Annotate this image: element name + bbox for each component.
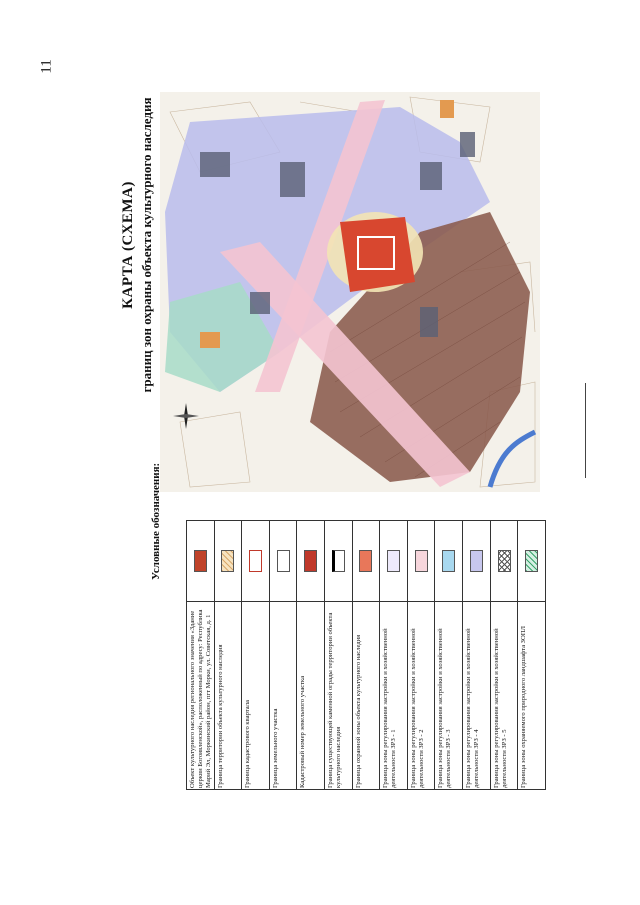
- legend-swatch-cell: [353, 521, 380, 602]
- legend-heading: Условные обозначения:: [150, 462, 162, 580]
- legend-label: Граница зоны регулирования застройки и хозяйственной деятельности ЗРЗ - 3: [437, 628, 453, 788]
- legend-text-cell: [325, 602, 352, 789]
- legend-row-heritage-territory: [215, 521, 243, 789]
- legend-row-zrz-3: [435, 521, 463, 789]
- legend-text-cell: [518, 602, 545, 789]
- legend-swatch-cell: [215, 521, 242, 602]
- legend-text-cell: [463, 602, 490, 789]
- legend-row-cadastral-block: [242, 521, 270, 789]
- legend-swatch-zrz-4: [470, 550, 483, 572]
- legend-swatch-heritage-object: [194, 550, 207, 572]
- signature-line: [585, 383, 586, 478]
- legend-label: Граница зоны охраняемого природного ландшафта ЗОПЛ: [520, 626, 528, 788]
- legend-swatch-zrz-1: [387, 550, 400, 572]
- legend-text-cell: [187, 602, 214, 789]
- legend-label: Граница зоны регулирования застройки и хозяйственной деятельности ЗРЗ - 5: [492, 628, 508, 788]
- legend-text-cell: [491, 602, 518, 789]
- legend-swatch-cadastral-block: [249, 550, 262, 572]
- legend-swatch-cell: [325, 521, 352, 602]
- legend-swatch-zrz-3: [442, 550, 455, 572]
- legend-row-heritage-object: [187, 521, 215, 789]
- legend-swatch-cell: [408, 521, 435, 602]
- legend-swatch-land-plot: [277, 550, 290, 572]
- legend-row-land-plot: [270, 521, 298, 789]
- legend-swatch-cell: [518, 521, 545, 602]
- legend-swatch-cell: [380, 521, 407, 602]
- legend-swatch-cell: [187, 521, 214, 602]
- legend-label: Граница кадастрового квартала: [244, 700, 252, 788]
- map-title: КАРТА (СХЕМА): [120, 181, 136, 309]
- zones-map: [160, 92, 540, 492]
- legend-table: [186, 520, 546, 790]
- legend-label: Граница земельного участка: [271, 708, 279, 788]
- legend-row-zrz-1: [380, 521, 408, 789]
- legend-label: Граница зоны регулирования застройки и хозяйственной деятельности ЗРЗ - 2: [409, 628, 425, 788]
- legend-row-cadastral-number: [297, 521, 325, 789]
- legend-row-stone-fence: [325, 521, 353, 789]
- legend-label: Граница зоны регулирования застройки и хозяйственной деятельности ЗРЗ - 1: [382, 628, 398, 788]
- legend-text-cell: [435, 602, 462, 789]
- legend-row-zrz-2: [408, 521, 436, 789]
- legend-row-zopl: [518, 521, 545, 789]
- legend-text-cell: [297, 602, 324, 789]
- legend-row-zrz-5: [491, 521, 519, 789]
- legend-swatch-cell: [242, 521, 269, 602]
- legend-swatch-cell: [463, 521, 490, 602]
- legend-swatch-cell: [297, 521, 324, 602]
- legend-label: Объект культурного наследия регионального значения «Здание церкви Богоявленской», расположенный по адресу: Республика Марий Эл, Моркинский район, пгт Морки, ул. Советская, д. 1: [189, 609, 212, 788]
- legend-swatch-cell: [491, 521, 518, 602]
- legend-swatch-protection-zone: [359, 550, 372, 572]
- legend-swatch-stone-fence: [332, 550, 345, 572]
- zones-map-drawing: [160, 92, 540, 492]
- legend-row-protection-zone: [353, 521, 381, 789]
- legend-label: Граница зоны регулирования застройки и хозяйственной деятельности ЗРЗ - 4: [465, 628, 481, 788]
- legend-swatch-zrz-2: [415, 550, 428, 572]
- legend-label: Кадастровый номер земельного участка: [299, 675, 307, 788]
- legend-text-cell: [215, 602, 242, 789]
- legend-text-cell: [242, 602, 269, 789]
- legend-swatch-cell: [435, 521, 462, 602]
- legend-label: Граница существующей каменной ограды территории объекта культурного наследия: [327, 612, 343, 788]
- legend-text-cell: [408, 602, 435, 789]
- legend-text-cell: [380, 602, 407, 789]
- protection-zone: [340, 217, 415, 292]
- legend-text-cell: [270, 602, 297, 789]
- legend-swatch-zopl: [525, 550, 538, 572]
- page-number: 11: [38, 59, 55, 74]
- north-arrow-icon: [172, 402, 200, 430]
- legend-swatch-cadastral-number: [304, 550, 317, 572]
- legend-label: Граница охранной зоны объекта культурного наследия: [354, 634, 362, 788]
- legend-swatch-heritage-territory: [221, 550, 234, 572]
- legend-swatch-cell: [270, 521, 297, 602]
- legend-swatch-zrz-5: [498, 550, 511, 572]
- legend-row-zrz-4: [463, 521, 491, 789]
- legend-text-cell: [353, 602, 380, 789]
- map-subtitle: границ зон охраны объекта культурного наследия: [139, 97, 154, 393]
- legend-label: Граница территории объекта культурного наследия: [216, 644, 224, 788]
